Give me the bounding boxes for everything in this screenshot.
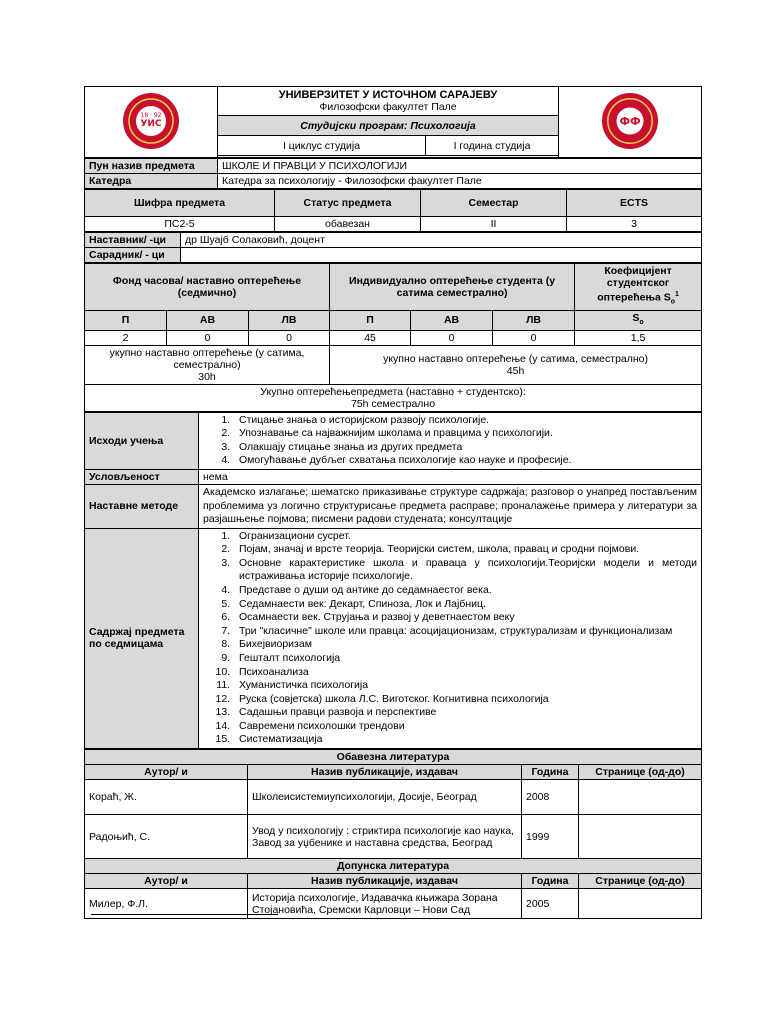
list-item: 4. Омогућавање дубљег схватања психологије као науке и професије. — [233, 454, 697, 468]
load-value: 0 — [167, 330, 249, 345]
content-list — [203, 530, 697, 748]
list-item: 7. Три "класичне" школе или правца: асоцијационизам, структурализам и функционализам — [233, 625, 697, 639]
load-table — [84, 263, 702, 412]
table-row: Корaћ, Ж. Школеисистемиупсихологији, Досије, Београд 2008 — [85, 780, 702, 815]
additional-literature-title: Допунска литература — [85, 859, 702, 874]
institution-cell — [218, 87, 559, 116]
code-value: ПС2-5 — [85, 217, 275, 232]
col-p-teacher: П — [85, 310, 167, 330]
list-item: 13. Садашњи правци развоја и перспективе — [233, 706, 697, 720]
university-name: УНИВЕРЗИТЕТ У ИСТОЧНОМ САРАЈЕВУ — [278, 89, 498, 101]
list-item: 15. Систематизација — [233, 733, 697, 747]
list-item: 6. Осамнаести век. Струјања и развој у деветнаестом веку — [233, 611, 697, 625]
semester-label: Семестар — [421, 190, 567, 217]
list-item: 4. Представе о души од антике до седамнаестог века. — [233, 584, 697, 598]
staff-table — [84, 232, 702, 263]
list-item: 10. Психоанализа — [233, 666, 697, 680]
col-title: Назив публикације, издавач — [248, 765, 522, 780]
details-table — [84, 412, 702, 749]
individual-load-label: Индивидуално оптерећење студента (у сатима семестрално) — [330, 264, 575, 311]
total-load: Укупно оптерећењепредмета (наставно + студентско): 75h семестрално — [85, 384, 702, 411]
col-year: Година — [522, 765, 579, 780]
total-teaching-left: укупно наставно оптерећење (у сатима, семестрално) 30h — [85, 345, 330, 384]
literature-table: Обавезна литература Аутор/ и Назив публикације, издавач Година Странице (од-до) Корaћ, Ж. Школеисистемиупсихологији, Досије, Београд 2008 Радоњић, С. Увод у психологију : стриктира психологије као наука, Завод за уџбенике и наставна средства, Београд 1999 Допунска литература Аутор/ и Назив публикације, издавач Година Странице (од-до) Милер, Ф.Л. Историја психологије, Издавачка књижара Зорана Стојановића, Сремски Карловци – Нови Сад 2005 — [84, 749, 702, 919]
fund-label: Фонд часова/ наставно оптерећење (седмично) — [85, 264, 330, 311]
required-literature-title: Обавезна литература — [85, 750, 702, 765]
conditions-value: нема — [199, 470, 702, 485]
methods-label: Наставне методе — [85, 485, 199, 529]
list-item: 11. Хуманистичка психологија — [233, 679, 697, 693]
svg-text:ФФ: ФФ — [619, 114, 641, 128]
list-item: 12. Руска (совјетска) школа Л.С. Виготског. Когнитивна психологија — [233, 693, 697, 707]
outcomes-list — [203, 414, 697, 468]
outcomes-list-cell — [199, 412, 702, 469]
course-full-name: ШКОЛЕ И ПРАВЦИ У ПСИХОЛОГИЈИ — [218, 159, 702, 174]
seal-initials-text: УИС — [140, 118, 162, 129]
study-year: I година студија — [426, 136, 559, 156]
left-seal-cell — [85, 87, 218, 158]
header-table — [84, 86, 702, 158]
code-label: Шифра предмета — [85, 190, 275, 217]
status-value: обавезан — [275, 217, 421, 232]
col-av-teacher: АВ — [167, 310, 249, 330]
table-row: Радоњић, С. Увод у психологију : стриктира психологије као наука, Завод за уџбенике и наставна средства, Београд 1999 — [85, 815, 702, 859]
col-lv-teacher: ЛВ — [249, 310, 330, 330]
list-item: 2. Упознавање са најважнијим школама и правцима у психологији. — [233, 427, 697, 441]
list-item: 2. Појам, значај и врсте теорија. Теоријски систем, школа, правац и сродни појмови. — [233, 543, 697, 557]
program-name: Студијски програм: Психологија — [218, 116, 559, 136]
course-table — [84, 158, 702, 189]
load-value: 0 — [411, 330, 493, 345]
list-item: 14. Савремени психолошки трендови — [233, 720, 697, 734]
list-item: 9. Гешталт психологија — [233, 652, 697, 666]
conditions-label: Условљеност — [85, 470, 199, 485]
department-label: Катедра — [85, 174, 218, 189]
footnote-divider — [91, 914, 278, 915]
assistant-value — [181, 248, 702, 263]
university-seal-icon — [122, 92, 180, 150]
course-code-table — [84, 189, 702, 232]
col-pages: Странице (од-до) — [579, 765, 702, 780]
content-label: Садржај предмета по седмицама — [85, 528, 199, 749]
coefficient-label: Коефицијент студентског оптерећења $S_o^1$ — [575, 264, 702, 311]
load-value: 0 — [493, 330, 575, 345]
load-value: 0 — [249, 330, 330, 345]
col-av-student: АВ — [411, 310, 493, 330]
col-so: $S_o$ — [575, 310, 702, 330]
ects-value: 3 — [567, 217, 702, 232]
methods-value: Академско излагање; шематско приказивање структуре садржаја; разговор о унапред постављеним проблемима уз логично структурисање предмета расправе; проналажење примера у литератури за разјашњење појмова; писмени радови студената; консултације — [199, 485, 702, 529]
list-item: 3. Олакшају стицање знања из других предмета — [233, 441, 697, 455]
list-item: 5. Седамнаести век: Декарт, Спиноза, Лок и Лајбниц. — [233, 598, 697, 612]
load-value: 1,5 — [575, 330, 702, 345]
status-label: Статус предмета — [275, 190, 421, 217]
list-item: 3. Основне карактеристике школа и правaца у психологији.Теоријски модели и методи истраживања историје психологије. — [233, 557, 697, 584]
faculty-name: Филозофски факултет Пале — [319, 101, 457, 113]
load-value: 45 — [330, 330, 411, 345]
semester-value: II — [421, 217, 567, 232]
full-name-label: Пун назив предмета — [85, 159, 218, 174]
list-item: 1. Стицање знања о историјском развоју психологије. — [233, 414, 697, 428]
list-item: 1. Огранизациони сусрет. — [233, 530, 697, 544]
faculty-seal-icon — [601, 92, 659, 150]
seal-year-text: 18 · 92 — [140, 111, 162, 119]
col-p-student: П — [330, 310, 411, 330]
list-item: 8. Бихејвиоризам — [233, 638, 697, 652]
ects-label: ECTS — [567, 190, 702, 217]
col-lv-student: ЛВ — [493, 310, 575, 330]
table-row: Милер, Ф.Л. Историја психологије, Издавачка књижара Зорана Стојановића, Сремски Карловци – Нови Сад 2005 — [85, 889, 702, 919]
load-value: 2 — [85, 330, 167, 345]
content-list-cell — [199, 528, 702, 749]
right-seal-cell — [559, 87, 702, 158]
syllabus-sheet — [84, 86, 701, 919]
teacher-value: др Шуајб Солаковић, доцент — [181, 233, 702, 248]
study-cycle: I циклус студија — [218, 136, 426, 156]
total-teaching-right: укупно наставно оптерећење (у сатима, семестрално) 45h — [330, 345, 702, 384]
col-author: Аутор/ и — [85, 765, 248, 780]
teacher-label: Наставник/ -ци — [85, 233, 181, 248]
department-value: Катедра за психологију - Филозофски факултет Пале — [218, 174, 702, 189]
assistant-label: Сарадник/ - ци — [85, 248, 181, 263]
outcomes-label: Исходи учења — [85, 412, 199, 469]
